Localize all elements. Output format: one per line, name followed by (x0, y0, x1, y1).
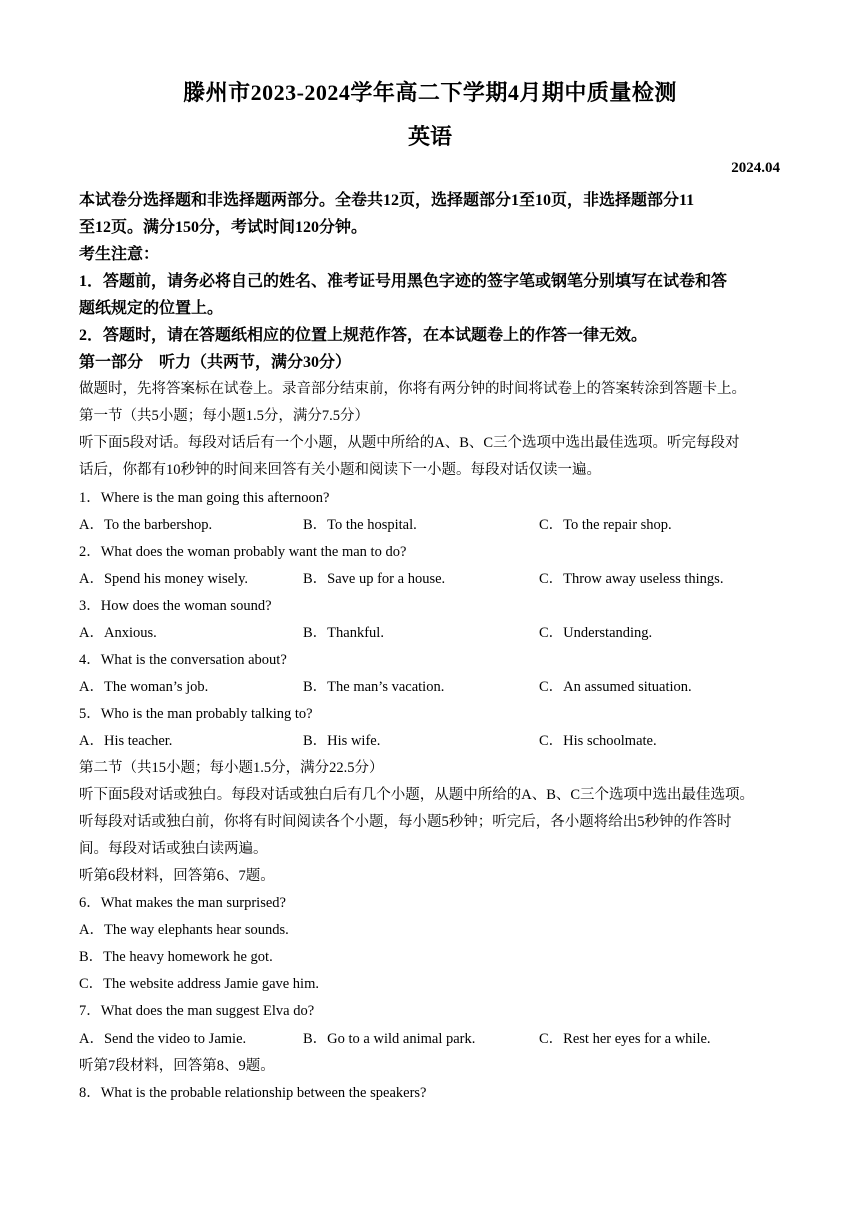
notice-2: 2．答题时，请在答题纸相应的位置上规范作答，在本试题卷上的作答一律无效。 (79, 327, 648, 344)
q2-option-a: A．Spend his money wisely. (79, 571, 249, 587)
q7-option-a: A．Send the video to Jamie. (79, 1031, 247, 1047)
q4-option-a: A．The woman’s job. (79, 679, 209, 695)
q5-option-a: A．His teacher. (79, 733, 173, 749)
material-7-heading: 听第7段材料，回答第8、9题。 (79, 1058, 275, 1074)
q5-option-c: C．His schoolmate. (539, 733, 657, 749)
notice-1a: 1．答题前，请务必将自己的姓名、准考证号用黑色字迹的签字笔或钢笔分别填写在试卷和答 (79, 273, 728, 290)
question-3: 3．How does the woman sound? (79, 598, 272, 614)
exam-subject: 英语 (407, 124, 452, 149)
exam-date: 2024.04 (731, 160, 780, 176)
q6-option-a: A．The way elephants hear sounds. (79, 922, 289, 938)
question-8: 8．What is the probable relationship between the speakers? (79, 1085, 427, 1101)
part1-instruction: 做题时，先将答案标在试卷上。录音部分结束前，你将有两分钟的时间将试卷上的答案转涂到答题卡上。 (79, 381, 746, 397)
q3-option-a: A．Anxious. (79, 625, 157, 641)
question-2: 2．What does the woman probably want the man to do? (79, 544, 407, 560)
q5-option-b: B．His wife. (303, 733, 381, 749)
exam-title: 滕州市2023-2024学年高二下学期4月期中质量检测 (183, 80, 677, 105)
notice-1b: 题纸规定的位置上。 (79, 300, 224, 317)
question-6: 6．What makes the man surprised? (79, 895, 286, 911)
q6-option-c: C．The website address Jamie gave him. (79, 976, 319, 992)
notice-title: 考生注意： (79, 246, 160, 263)
q3-option-c: C．Understanding. (539, 625, 653, 641)
q1-option-b: B．To the hospital. (303, 517, 417, 533)
material-6-heading: 听第6段材料，回答第6、7题。 (79, 868, 275, 884)
section1-heading: 第一节（共5小题；每小题1.5分，满分7.5分） (79, 408, 369, 424)
question-1: 1．Where is the man going this afternoon? (79, 490, 330, 506)
part1-heading: 第一部分 听力（共两节，满分30分） (79, 354, 352, 371)
q3-option-b: B．Thankful. (303, 625, 384, 641)
q1-option-a: A．To the barbershop. (79, 517, 213, 533)
q2-option-b: B．Save up for a house. (303, 571, 446, 587)
q7-option-b: B．Go to a wild animal park. (303, 1031, 476, 1047)
section2-instruction-b: 听每段对话或独白前，你将有时间阅读各个小题，每小题5秒钟；听完后，各小题将给出5秒钟的作答时 (79, 814, 732, 830)
question-7: 7．What does the man suggest Elva do? (79, 1003, 315, 1019)
q1-option-c: C．To the repair shop. (539, 517, 672, 533)
section2-instruction-a: 听下面5段对话或独白。每段对话或独白后有几个小题，从题中所给的A、B、C三个选项中选出最佳选项。 (79, 787, 755, 803)
intro-line-2: 至12页。满分150分，考试时间120分钟。 (79, 219, 368, 236)
question-5: 5．Who is the man probably talking to? (79, 706, 313, 722)
q4-option-b: B．The man’s vacation. (303, 679, 445, 695)
section2-heading: 第二节（共15小题；每小题1.5分，满分22.5分） (79, 760, 384, 776)
section1-instruction-a: 听下面5段对话。每段对话后有一个小题，从题中所给的A、B、C三个选项中选出最佳选项。听完每段对 (79, 435, 740, 451)
q6-option-b: B．The heavy homework he got. (79, 949, 273, 965)
section2-instruction-c: 间。每段对话或独白读两遍。 (79, 841, 268, 857)
intro-line-1: 本试卷分选择题和非选择题两部分。全卷共12页，选择题部分1至10页，非选择题部分11 (79, 192, 695, 209)
q4-option-c: C．An assumed situation. (539, 679, 692, 695)
q7-option-c: C．Rest her eyes for a while. (539, 1031, 711, 1047)
question-4: 4．What is the conversation about? (79, 652, 287, 668)
section1-instruction-b: 话后，你都有10秒钟的时间来回答有关小题和阅读下一小题。每段对话仅读一遍。 (79, 462, 601, 478)
q2-option-c: C．Throw away useless things. (539, 571, 724, 587)
